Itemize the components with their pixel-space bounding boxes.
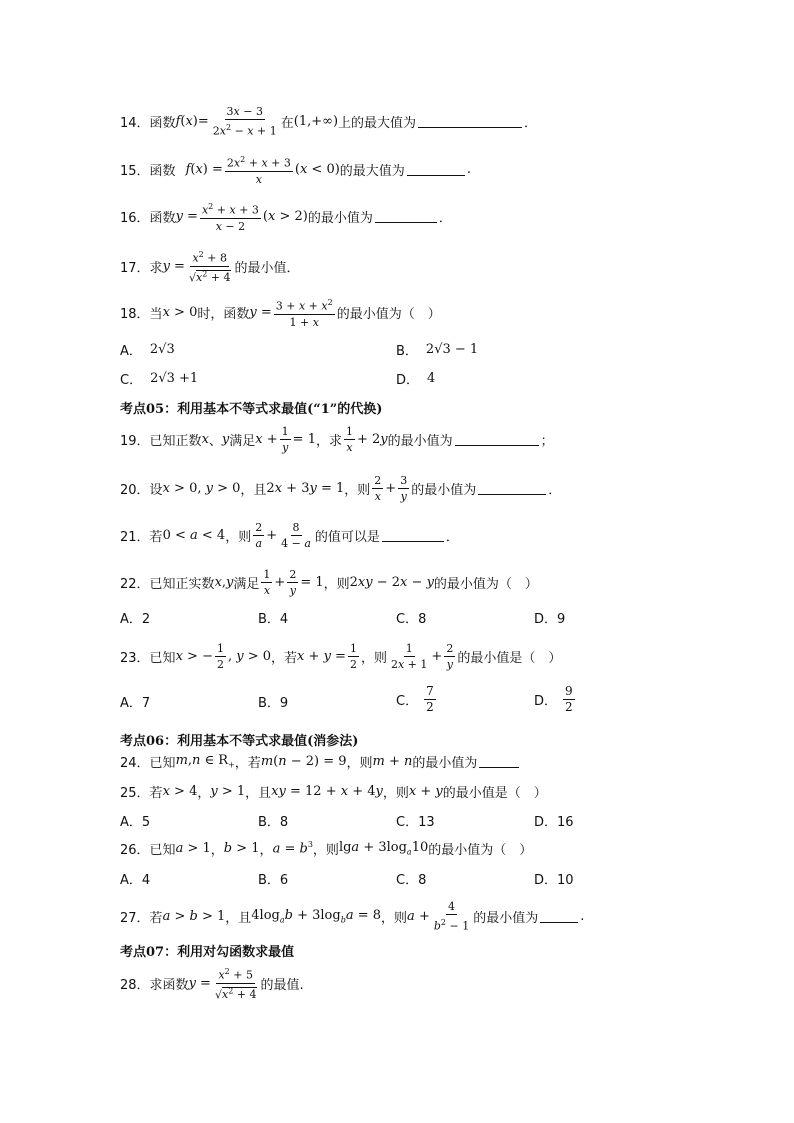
question-17: 17． 求 y = $\frac{x^2 + 8}{√x^2 + 4}$ 的最小值． <box>120 247 300 285</box>
fraction: $\frac{1}{y}$ <box>281 425 289 454</box>
answer-blank[interactable] <box>540 910 578 923</box>
question-number: 27． <box>120 910 150 926</box>
question-text: 的值可以是 <box>314 530 380 545</box>
question-text: 的最小值为 <box>411 483 477 498</box>
option-b[interactable] <box>258 869 288 888</box>
fraction: $\frac{2x^2 + x + 3}{x}$ <box>225 152 293 187</box>
question-text: 的最小值为（ ） <box>336 306 441 322</box>
question-25: 25． 若 x > 4 ， y > 1 ，且 xy = 12 + x + 4y ，则 x + y 的最小值是（ ） <box>120 784 547 801</box>
question-text: 已知正数 <box>149 434 202 449</box>
option-label: C． <box>120 373 143 388</box>
question-number: 24． <box>120 756 150 771</box>
question-text: 的最值. <box>260 977 304 993</box>
question-text: ． <box>438 210 452 226</box>
question-26: 26． 已知 a > 1 ， b > 1 ， $a = b^3$ ，则 $\lg a + 3\log_a10$ 的最小值为（ ） <box>120 840 533 858</box>
question-20: 20． 设 x > 0, y > 0 ，且 2x + 3y = 1 ，则 $\frac{2}{x}$ + $\frac{3}{y}$ 的最小值为 ． <box>120 474 562 503</box>
option-text: D．16 <box>534 815 574 830</box>
option-d[interactable] <box>396 369 435 388</box>
question-text: 函数 <box>149 115 176 131</box>
option-d[interactable] <box>534 608 565 627</box>
answer-blank[interactable] <box>418 115 522 128</box>
fraction: $\frac{x^2 + 8}{√x^2 + 4}$ <box>187 247 233 285</box>
option-text: C．8 <box>396 612 427 627</box>
option-c[interactable] <box>396 811 435 830</box>
question-number: 25． <box>120 786 150 801</box>
question-text: ，则 <box>344 483 371 498</box>
fraction: $\frac{7}{2}$ <box>426 684 434 714</box>
option-c[interactable] <box>396 869 426 888</box>
fraction: $\frac{1}{2}$ <box>349 642 357 671</box>
question-text: ，且 <box>240 483 267 498</box>
option-text: A．5 <box>120 815 151 830</box>
fraction: $\frac{1}{x}$ <box>345 425 353 454</box>
option-text: A．7 <box>120 696 151 711</box>
question-text: ，则 <box>382 786 409 801</box>
question-number: 15． <box>120 163 150 179</box>
option-text: C．13 <box>396 815 435 830</box>
question-text: 时，函数 <box>197 306 250 322</box>
question-text: 当 <box>149 306 163 322</box>
question-text: ． <box>524 115 538 131</box>
option-label: D． <box>396 373 420 388</box>
question-text: ，则 <box>312 843 339 858</box>
question-18: 18． 当 x > 0 时，函数 y = $\frac{3 + x + x^2}{1 + x}$ 的最小值为（ ） <box>120 295 441 330</box>
question-text: ，若 <box>271 651 298 666</box>
question-number: 28． <box>120 977 150 993</box>
fraction: $\frac{4}{b^2 - 1}$ <box>433 900 470 933</box>
option-d[interactable] <box>534 869 574 888</box>
section-heading-06: 考点06：利用基本不等式求最值(消参法) <box>120 734 359 749</box>
question-text: . <box>466 161 471 177</box>
question-text: ，且 <box>245 786 272 801</box>
question-text: ． <box>548 483 562 498</box>
option-a[interactable] <box>120 340 175 359</box>
question-text: 求函数 <box>149 977 189 993</box>
question-text: ，则 <box>360 651 387 666</box>
question-19: 19． 已知正数 x 、 y 满足 x + $\frac{1}{y}$ = 1 ，求 $\frac{1}{x}$ + 2y 的最小值为 ； <box>120 425 554 454</box>
option-a[interactable] <box>120 692 150 711</box>
question-text: 的最小值为 <box>473 910 539 926</box>
question-text: ． <box>445 530 459 545</box>
option-c[interactable] <box>396 608 426 627</box>
question-28: 28． 求函数 y = $\frac{x^2 + 5}{√x^2 + 4}$ 的最值. <box>120 964 304 1002</box>
answer-blank[interactable] <box>455 433 539 446</box>
question-27: 27． 若 a > b > 1 ，且 $4\log_ab + 3\log_ba = 8$ ，则 a + $\frac{4}{b^2 - 1}$ 的最小值为 . <box>120 900 585 933</box>
fraction: $\frac{1}{2x + 1}$ <box>390 642 428 671</box>
fraction: $\frac{1}{2}$ <box>216 642 224 671</box>
question-text: ，则 <box>323 577 350 592</box>
option-c[interactable] <box>396 684 438 715</box>
option-text: C．8 <box>396 873 427 888</box>
question-text: 若 <box>149 786 163 801</box>
question-number: 26． <box>120 843 150 858</box>
fraction: $\frac{x^2 + x + 3}{x - 2}$ <box>200 199 261 234</box>
fraction: $\frac{8}{4 - a}$ <box>281 521 311 550</box>
question-text: ， <box>197 786 211 801</box>
question-16: 16． 函数 y = $\frac{x^2 + x + 3}{x - 2}$ (x > 2) 的最小值为 ． <box>120 199 452 234</box>
answer-blank[interactable] <box>382 529 444 542</box>
question-number: 16． <box>120 210 150 226</box>
question-text: 函数 <box>149 210 176 226</box>
question-text: 在 <box>280 115 294 131</box>
question-23: 23． 已知 x > − $\frac{1}{2}$ , y > 0 ，若 x + y = $\frac{1}{2}$ ，则 $\frac{1}{2x + 1}$ + $\frac{2}{y}$ 的最小值是（ ） <box>120 642 562 671</box>
question-text: 函数 <box>149 163 176 179</box>
question-text: 的最小值是（ ） <box>442 786 547 801</box>
question-text: ； <box>540 434 554 449</box>
section-heading-05: 考点05：利用基本不等式求最值(“1”的代换) <box>120 402 383 417</box>
option-text: C． <box>396 694 419 709</box>
option-b[interactable] <box>396 340 478 359</box>
question-15: 15． 函数 f ( x ) = $\frac{2x^2 + x + 3}{x}$ (x < 0) 的最大值为 . <box>120 152 471 187</box>
question-text: 已知 <box>149 843 176 858</box>
question-text: 的最小值为 <box>412 756 478 771</box>
question-text: 的最大值为 <box>339 163 405 179</box>
fraction: $\frac{2}{x}$ <box>374 474 382 503</box>
option-text: B．6 <box>258 873 289 888</box>
question-text: 若 <box>149 910 163 926</box>
question-number: 18． <box>120 306 150 322</box>
option-text: D．9 <box>534 612 566 627</box>
question-text: 的最小值． <box>234 260 300 276</box>
question-number: 19． <box>120 434 150 449</box>
fraction: $\frac{1}{x}$ <box>263 568 271 597</box>
option-value: 2√3 +1 <box>150 371 199 386</box>
fraction: $\frac{3}{y}$ <box>400 474 408 503</box>
question-number: 21． <box>120 530 150 545</box>
question-text: ，则 <box>346 756 373 771</box>
option-text: B．4 <box>258 612 289 627</box>
option-b[interactable] <box>258 811 288 830</box>
question-text: 的最小值为 <box>307 210 373 226</box>
question-text: 的最小值为（ ） <box>433 577 538 592</box>
question-number: 23． <box>120 651 150 666</box>
option-text: B．9 <box>258 696 289 711</box>
question-text: 上的最大值为 <box>338 115 417 131</box>
question-22: 22． 已知正实数 x,y 满足 $\frac{1}{x}$ + $\frac{2}{y}$ = 1 ，则 2xy − 2x − y 的最小值为（ ） <box>120 568 538 597</box>
fraction: $\frac{3 + x + x^2}{1 + x}$ <box>274 295 335 330</box>
question-text: . <box>580 908 585 924</box>
option-text: A．2 <box>120 612 151 627</box>
option-c[interactable] <box>120 369 198 388</box>
question-text: ，则 <box>225 530 252 545</box>
section-heading-07: 考点07：利用对勾函数求最值 <box>120 945 295 960</box>
fraction: $\frac{2}{y}$ <box>446 642 454 671</box>
question-text: 求 <box>149 260 163 276</box>
question-24: 24． 已知 m,n ∈ $R_+$ ，若 m(n − 2) = 9 ，则 m + n 的最小值为 <box>120 752 521 771</box>
option-a[interactable] <box>120 608 150 627</box>
option-label: B． <box>396 344 418 359</box>
question-text: 满足 <box>233 577 260 592</box>
option-a[interactable] <box>120 811 150 830</box>
option-a[interactable] <box>120 869 150 888</box>
question-text: 的最小值为（ ） <box>428 843 533 858</box>
question-text: ， <box>259 843 273 858</box>
option-text: B．8 <box>258 815 289 830</box>
question-text: ，若 <box>234 756 261 771</box>
fraction: $\frac{2}{y}$ <box>289 568 297 597</box>
question-text: 设 <box>149 483 163 498</box>
answer-blank[interactable] <box>479 755 519 768</box>
option-text: D． <box>534 694 558 709</box>
fraction: $\frac{x^2 + 5}{√x^2 + 4}$ <box>213 964 259 1002</box>
question-text: 已知正实数 <box>149 577 215 592</box>
question-number: 14． <box>120 115 150 131</box>
option-d[interactable] <box>534 684 577 715</box>
question-text: 的最小值是（ ） <box>457 651 562 666</box>
question-text: 已知 <box>149 756 176 771</box>
answer-blank[interactable] <box>478 482 546 495</box>
question-14: 14． 函数 f ( x )= $\frac{3x - 3}{2x^2 - x + 1}$ 在 (1,+∞) 上的最大值为 ． <box>120 105 538 138</box>
question-text: 的最小值为 <box>387 434 453 449</box>
fraction: $\frac{3x - 3}{2x^2 - x + 1}$ <box>212 105 277 138</box>
option-value: 2√3 − 1 <box>425 342 479 357</box>
option-d[interactable] <box>534 811 574 830</box>
answer-blank[interactable] <box>407 163 465 176</box>
question-text: 满足 <box>229 434 256 449</box>
question-text: ，则 <box>381 910 408 926</box>
option-value: 2√3 <box>149 342 175 357</box>
question-text: 若 <box>149 530 163 545</box>
option-label: A． <box>120 344 142 359</box>
question-number: 17． <box>120 260 150 276</box>
option-b[interactable] <box>258 608 288 627</box>
question-21: 21． 若 0 < a < 4 ，则 $\frac{2}{a}$ + $\frac{8}{4 - a}$ 的值可以是 ． <box>120 521 459 550</box>
fraction: $\frac{9}{2}$ <box>565 684 573 714</box>
question-number: 22． <box>120 577 150 592</box>
option-value: 4 <box>427 371 436 386</box>
option-text: A．4 <box>120 873 151 888</box>
fraction: $\frac{2}{a}$ <box>255 521 263 550</box>
option-b[interactable] <box>258 692 288 711</box>
question-text: ，且 <box>225 910 252 926</box>
question-text: ， <box>210 843 224 858</box>
question-number: 20． <box>120 483 150 498</box>
question-text: 已知 <box>149 651 176 666</box>
answer-blank[interactable] <box>375 210 437 223</box>
question-text: ，求 <box>315 434 342 449</box>
option-text: D．10 <box>534 873 574 888</box>
